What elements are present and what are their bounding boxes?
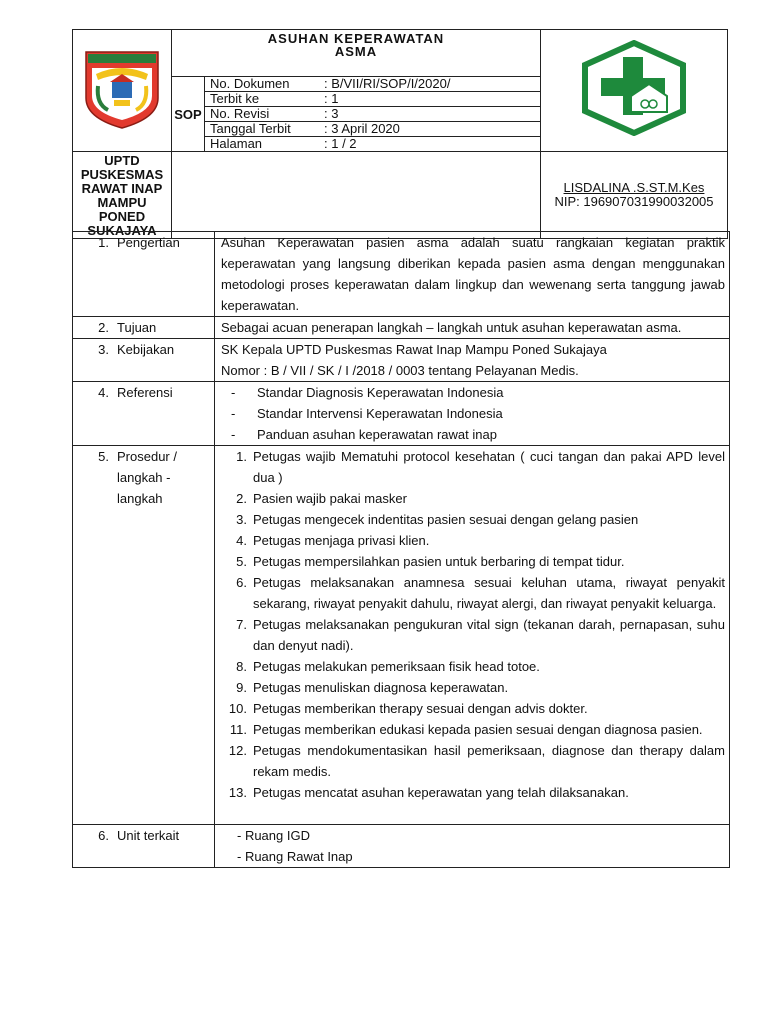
step-number: 12. bbox=[228, 743, 247, 758]
step-number: 2. bbox=[236, 491, 247, 506]
unit-item: - Ruang Rawat Inap bbox=[237, 849, 353, 864]
section-content bbox=[215, 446, 730, 825]
step-number: 5. bbox=[236, 554, 247, 569]
section-number: 4. bbox=[98, 385, 109, 400]
step-number: 11. bbox=[229, 722, 247, 737]
step-number: 7. bbox=[236, 617, 247, 632]
sop-header-table bbox=[72, 29, 728, 239]
section-label-line: langkah - bbox=[117, 470, 171, 485]
unit-item: - Ruang IGD bbox=[237, 828, 310, 843]
regency-logo-cell bbox=[73, 30, 172, 152]
procedure-step bbox=[221, 719, 725, 740]
document-title-line2: ASMA bbox=[334, 44, 378, 59]
section-heading bbox=[73, 232, 215, 317]
meta-label: No. Dokumen bbox=[210, 76, 290, 91]
section-row-referensi bbox=[73, 382, 730, 446]
step-text: Pasien wajib pakai masker bbox=[253, 491, 407, 506]
section-row-pengertian bbox=[73, 232, 730, 317]
pengertian-text: Asuhan Keperawatan pasien asma adalah suatu rangkaian kegiatan praktik keperawatan yang langsung diberikan kepada pasien asma dengan menggunakan metodologi proses keperawatan dalam lingkup dan wewenang serta tanggung jawab keperawatan. bbox=[221, 235, 725, 313]
sop-content-table bbox=[72, 231, 730, 868]
reference-text: Standar Intervensi Keperawatan Indonesia bbox=[257, 406, 503, 421]
document-title bbox=[172, 30, 541, 77]
section-number: 5. bbox=[98, 449, 109, 464]
procedure-step bbox=[221, 509, 725, 530]
section-label-line: Prosedur / bbox=[117, 449, 177, 464]
reference-text: Panduan asuhan keperawatan rawat inap bbox=[257, 427, 497, 442]
section-label-line: langkah bbox=[117, 491, 163, 506]
step-text: Petugas melakukan pemeriksaan fisik head totoe. bbox=[253, 659, 540, 674]
meta-row bbox=[205, 92, 540, 107]
kebijakan-line: Nomor : B / VII / SK / I /2018 / 0003 tentang Pelayanan Medis. bbox=[221, 363, 579, 378]
org-line: RAWAT INAP bbox=[81, 181, 163, 196]
section-heading bbox=[73, 382, 215, 446]
blank-cell bbox=[172, 152, 541, 239]
organization-name bbox=[73, 152, 172, 239]
meta-value: : 1 / 2 bbox=[324, 136, 357, 151]
section-label: Kebijakan bbox=[117, 342, 175, 357]
meta-label: No. Revisi bbox=[210, 106, 270, 121]
step-text: Petugas mempersilahkan pasien untuk berbaring di tempat tidur. bbox=[253, 554, 625, 569]
section-label: Pengertian bbox=[117, 235, 180, 250]
procedure-step bbox=[221, 446, 725, 488]
section-number: 1. bbox=[98, 235, 109, 250]
section-heading bbox=[73, 339, 215, 382]
section-heading bbox=[73, 317, 215, 339]
section-label bbox=[117, 446, 214, 509]
step-text: Petugas mendokumentasikan hasil pemeriksaan, diagnose dan therapy dalam rekam medis. bbox=[253, 743, 725, 779]
org-line: MAMPU PONED bbox=[97, 195, 147, 224]
section-row-unit-terkait bbox=[73, 825, 730, 868]
meta-value: : 3 April 2020 bbox=[324, 121, 400, 136]
step-text: Petugas wajib Mematuhi protocol kesehatan ( cuci tangan dan pakai APD level dua ) bbox=[253, 449, 725, 485]
org-line: UPTD bbox=[104, 153, 140, 168]
step-text: Petugas menjaga privasi klien. bbox=[253, 533, 430, 548]
org-line: PUSKESMAS bbox=[80, 167, 164, 182]
step-number: 1. bbox=[236, 449, 247, 464]
procedure-step bbox=[221, 740, 725, 782]
section-content bbox=[215, 825, 730, 868]
meta-row bbox=[205, 137, 540, 151]
section-heading bbox=[73, 825, 215, 868]
step-text: Petugas memberikan therapy sesuai dengan advis dokter. bbox=[253, 701, 588, 716]
section-heading bbox=[73, 446, 215, 825]
section-number: 6. bbox=[98, 828, 109, 843]
procedure-step bbox=[221, 530, 725, 551]
puskesmas-logo-icon bbox=[579, 40, 689, 136]
step-text: Petugas memberikan edukasi kepada pasien sesuai dengan diagnosa pasien. bbox=[253, 722, 703, 737]
document-title-line1: ASUHAN KEPERAWATAN bbox=[267, 31, 445, 46]
step-text: Petugas menuliskan diagnosa keperawatan. bbox=[253, 680, 509, 695]
procedure-step bbox=[221, 698, 725, 719]
list-item: - Panduan asuhan keperawatan rawat inap bbox=[221, 424, 725, 445]
procedure-step bbox=[221, 488, 725, 509]
kebijakan-line: SK Kepala UPTD Puskesmas Rawat Inap Mampu Poned Sukajaya bbox=[221, 342, 607, 357]
procedure-step bbox=[221, 677, 725, 698]
step-number: 10. bbox=[228, 701, 247, 716]
meta-value: : B/VII/RI/SOP/I/2020/ bbox=[324, 76, 451, 91]
meta-label: Halaman bbox=[210, 136, 263, 151]
step-text: Petugas mencatat asuhan keperawatan yang telah dilaksanakan. bbox=[253, 785, 629, 800]
org-line: SUKAJAYA bbox=[87, 223, 157, 238]
procedure-step bbox=[221, 656, 725, 677]
signer-name: LISDALINA .S.ST.M.Kes bbox=[563, 180, 705, 195]
regency-logo-icon bbox=[82, 46, 162, 130]
procedure-step bbox=[221, 572, 725, 614]
section-row-tujuan bbox=[73, 317, 730, 339]
step-number: 9. bbox=[236, 680, 247, 695]
signer-nip: NIP: 196907031990032005 bbox=[554, 194, 714, 209]
section-label: Referensi bbox=[117, 385, 173, 400]
meta-label: Tanggal Terbit bbox=[210, 121, 291, 136]
step-text: Petugas mengecek indentitas pasien sesuai dengan gelang pasien bbox=[253, 512, 639, 527]
meta-row bbox=[205, 122, 540, 137]
meta-row bbox=[205, 77, 540, 92]
section-label: Tujuan bbox=[117, 320, 157, 335]
tujuan-text: Sebagai acuan penerapan langkah – langkah untuk asuhan keperawatan asma. bbox=[221, 320, 682, 335]
section-content bbox=[215, 382, 730, 446]
step-number: 8. bbox=[236, 659, 247, 674]
procedure-step bbox=[221, 782, 725, 803]
section-number: 2. bbox=[98, 320, 109, 335]
sop-label: SOP bbox=[172, 77, 205, 152]
section-content bbox=[215, 317, 730, 339]
step-number: 6. bbox=[236, 575, 247, 590]
section-row-prosedur bbox=[73, 446, 730, 825]
signer-block bbox=[541, 152, 728, 239]
step-number: 13. bbox=[228, 785, 247, 800]
procedure-step bbox=[221, 551, 725, 572]
reference-text: Standar Diagnosis Keperawatan Indonesia bbox=[257, 385, 504, 400]
section-row-kebijakan bbox=[73, 339, 730, 382]
meta-value: : 3 bbox=[324, 106, 339, 121]
step-text: Petugas melaksanakan anamnesa sesuai keluhan utama, riwayat penyakit sekarang, riwayat penyakit dahulu, riwayat alergi, dan riwayat penyakit keluarga. bbox=[253, 575, 725, 611]
list-item: - Standar Intervensi Keperawatan Indonesia bbox=[221, 403, 725, 424]
document-meta bbox=[205, 77, 541, 152]
meta-value: : 1 bbox=[324, 91, 339, 106]
step-number: 4. bbox=[236, 533, 247, 548]
step-text: Petugas melaksanakan pengukuran vital sign (tekanan darah, pernapasan, suhu dan denyut nadi). bbox=[253, 617, 725, 653]
section-content bbox=[215, 232, 730, 317]
meta-row bbox=[205, 107, 540, 122]
section-content bbox=[215, 339, 730, 382]
puskesmas-logo-cell bbox=[541, 30, 728, 152]
section-number: 3. bbox=[98, 342, 109, 357]
section-label: Unit terkait bbox=[117, 828, 180, 843]
meta-label: Terbit ke bbox=[210, 91, 260, 106]
step-number: 3. bbox=[236, 512, 247, 527]
procedure-step bbox=[221, 614, 725, 656]
list-item: - Standar Diagnosis Keperawatan Indonesia bbox=[221, 382, 725, 403]
